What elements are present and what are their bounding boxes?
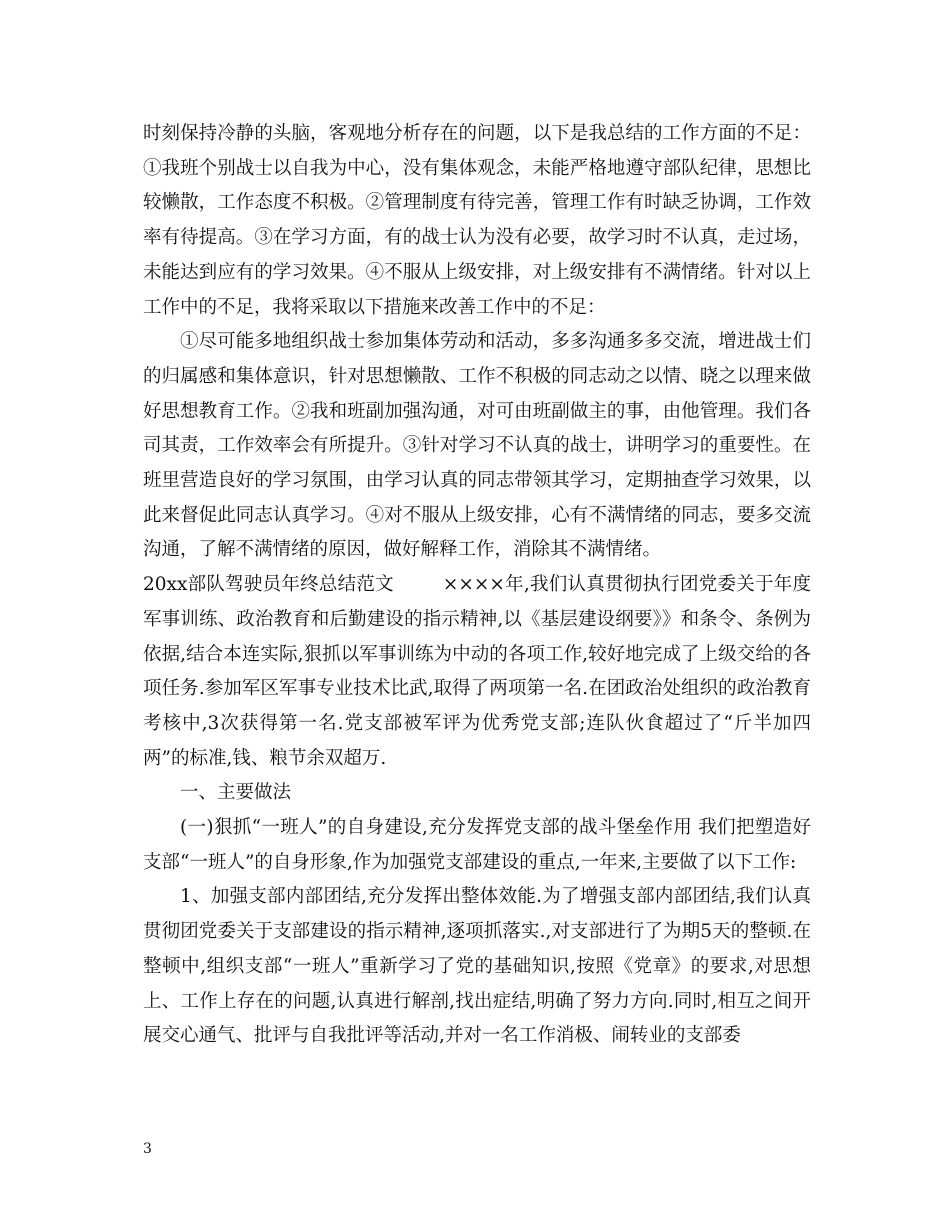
paragraph-team-building: (一)狠抓“一班人”的自身建设,充分发挥党支部的战斗堡垒作用 我们把塑造好支部“一班人”的自身形象,作为加强党支部建设的重点,一年来,主要做了以下工作:	[143, 817, 811, 873]
paragraph-shortcomings: 时刻保持冷静的头脑，客观地分析存在的问题，以下是我总结的工作方面的不足：①我班个别战士以自我为中心，没有集体观念，未能严格地遵守部队纪律，思想比较懒散，工作态度不积极。②管理制度有待完善，管理工作有时缺乏协调，工作效率有待提高。③在学习方面，有的战士认为没有必要，故学习时不认真，走过场，未能达到应有的学习效果。④不服从上级安排，对上级安排有不满情绪。针对以上工作中的不足，我将采取以下措施来改善工作中的不足：	[143, 123, 811, 318]
paragraph-improvement-measures: ①尽可能多地组织战士参加集体劳动和活动，多多沟通多多交流，增进战士们的归属感和集体意识，针对思想懒散、工作不积极的同志动之以情、晓之以理来做好思想教育工作。②我和班副加强沟通，对可由班副做主的事，由他管理。我们各司其责，工作效率会有所提升。③针对学习不认真的战士，讲明学习的重要性。在班里营造良好的学习氛围，由学习认真的同志带领其学习，定期抽查学习效果，以此来督促此同志认真学习。④对不服从上级安排，心有不满情绪的同志，要多交流沟通，了解不满情绪的原因，做好解释工作，消除其不满情绪。	[143, 331, 811, 561]
paragraph-internal-unity: 1、加强支部内部团结,充分发挥出整体效能.为了增强支部内部团结,我们认真贯彻团党委关于支部建设的指示精神,逐项抓落实.,对支部进行了为期5天的整顿.在整顿中,组织支部“一班人”重新学习了党的基础知识,按照《党章》的要求,对思想上、工作上存在的问题,认真进行解剖,找出症结,明确了努力方向.同时,相互之间开展交心通气、批评与自我批评等活动,并对一名工作消极、闹转业的支部委	[143, 886, 811, 1047]
page-number: 3	[143, 1141, 152, 1157]
paragraph-driver-summary-intro: 20xx部队驾驶员年终总结范文 ××××年,我们认真贯彻执行团党委关于年度军事训练、政治教育和后勤建设的指示精神,以《基层建设纲要》》和条令、条例为依据,结合本连实际,狠抓以军事训练为中动的各项工作,较好地完成了上级交给的各项任务.参加军区军事专业技术比武,取得了两项第一名.在团政治处组织的政治教育考核中,3次获得第一名.党支部被军评为优秀党支部;连队伙食超过了“斤半加四两”的标准,钱、粮节余双超万.	[143, 574, 811, 769]
section-heading-main-practices: 一、主要做法	[180, 782, 292, 804]
document-body	[143, 117, 811, 1054]
